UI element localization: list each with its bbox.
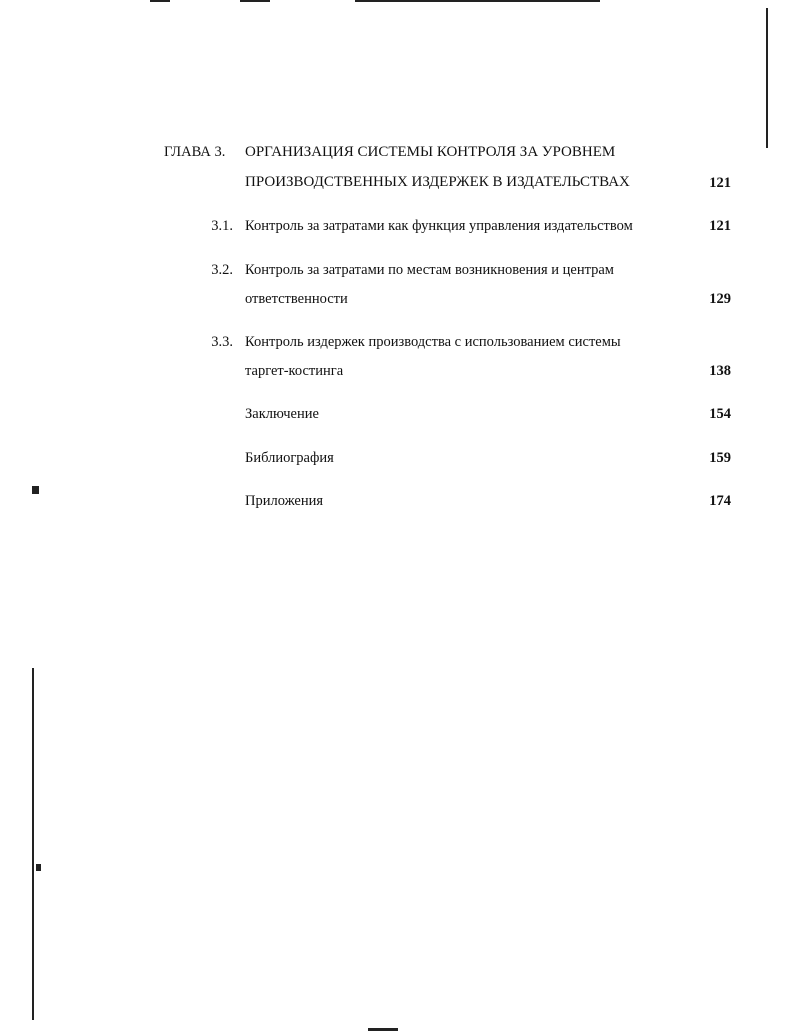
back-matter-title: Приложения <box>245 493 324 509</box>
section-page-number: 138 <box>709 363 731 379</box>
section-number: 3.1. <box>211 218 233 234</box>
section-number: 3.2. <box>211 262 233 278</box>
back-matter-page-number: 159 <box>709 450 731 466</box>
chapter-title-line: ОРГАНИЗАЦИЯ СИСТЕМЫ КОНТРОЛЯ ЗА УРОВНЕМ <box>245 144 616 160</box>
back-matter-title: Заключение <box>245 406 319 422</box>
chapter-label: ГЛАВА 3. <box>164 144 226 160</box>
back-matter-title: Библиография <box>245 450 334 466</box>
section-title-line: ответственности <box>245 291 348 307</box>
chapter-page-number: 121 <box>709 175 731 191</box>
section-page-number: 129 <box>709 291 731 307</box>
chapter-title-line: ПРОИЗВОДСТВЕННЫХ ИЗДЕРЖЕК В ИЗДАТЕЛЬСТВАХ <box>245 174 630 190</box>
back-matter-page-number: 174 <box>709 493 731 509</box>
section-title-line: Контроль за затратами по местам возникновения и центрам <box>245 262 614 278</box>
section-page-number: 121 <box>709 218 731 234</box>
section-title-line: Контроль издержек производства с использованием системы <box>245 334 621 350</box>
section-title-line: таргет-костинга <box>245 363 344 379</box>
section-title-line: Контроль за затратами как функция управления издательством <box>245 218 633 234</box>
section-number: 3.3. <box>211 334 233 350</box>
back-matter-page-number: 154 <box>709 406 731 422</box>
